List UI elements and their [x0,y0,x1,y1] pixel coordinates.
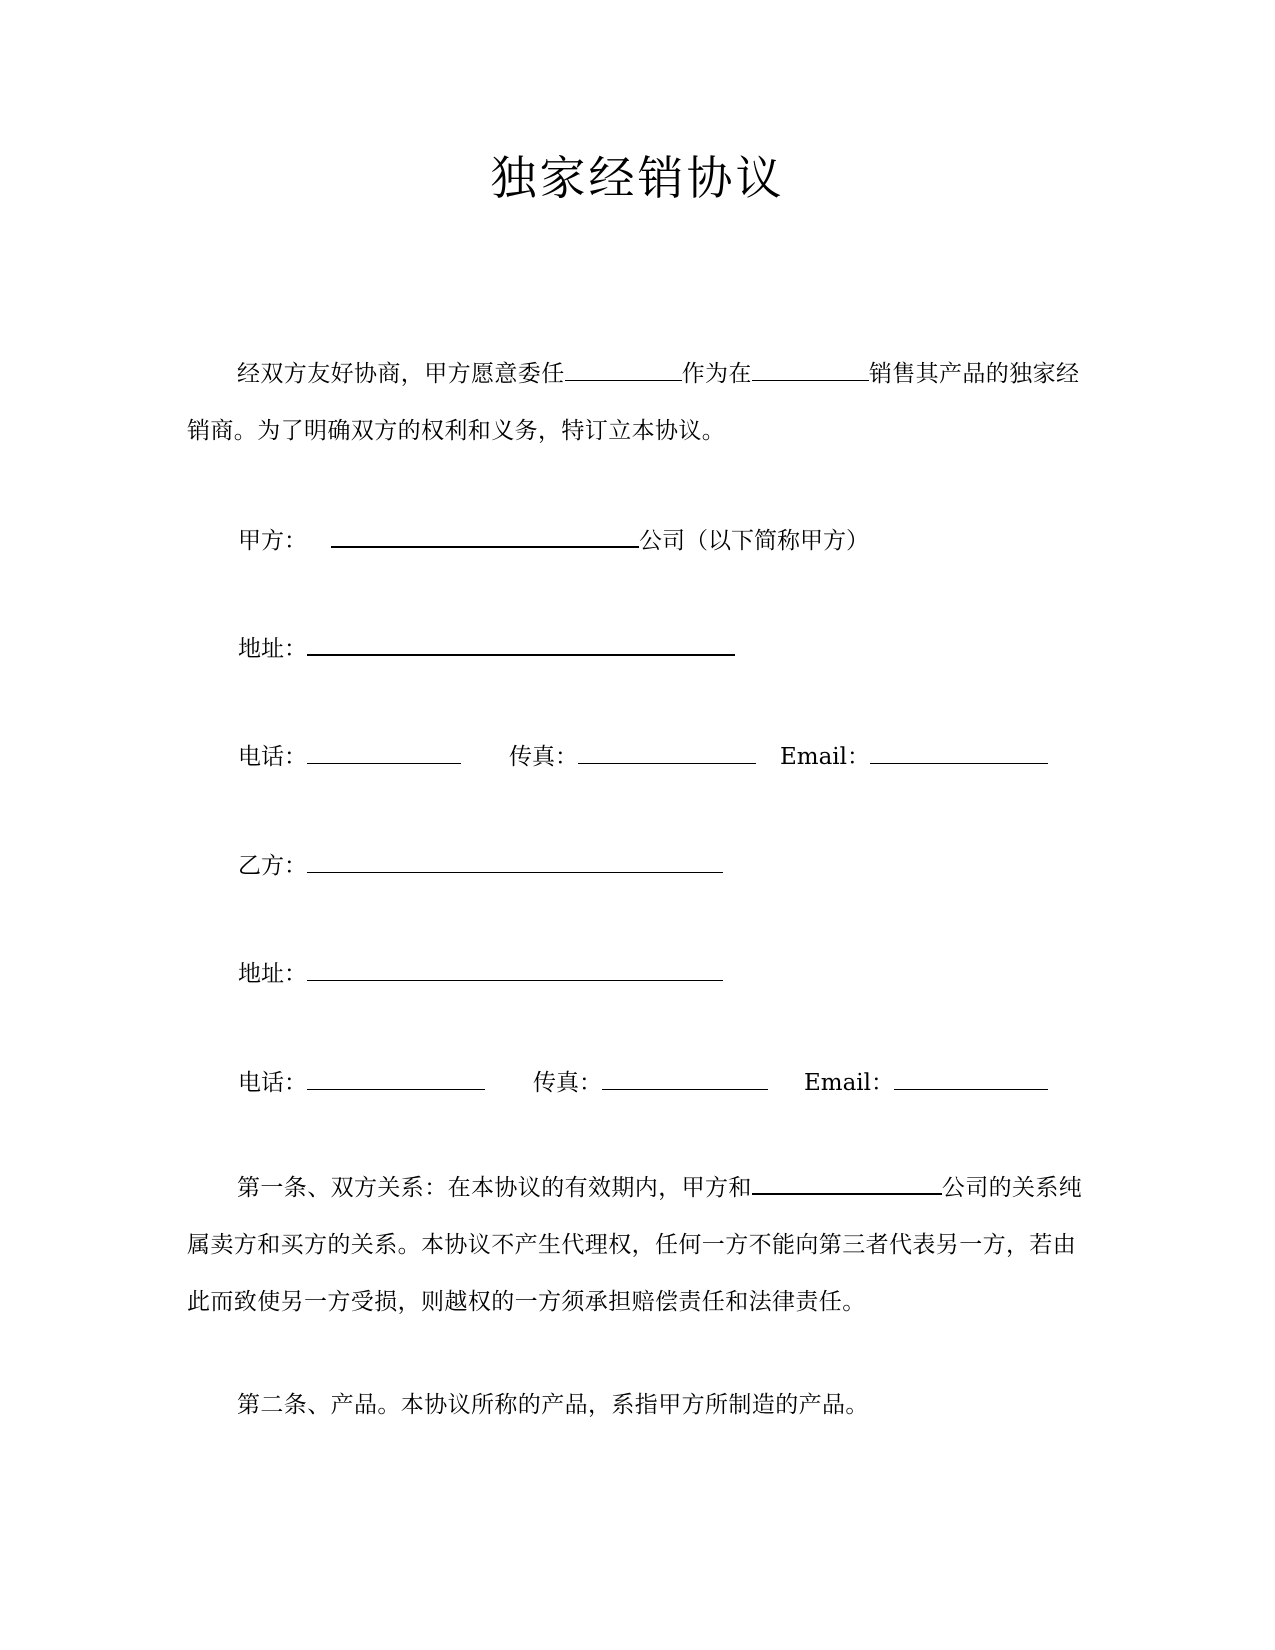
party-b-phone-blank[interactable] [307,1067,485,1090]
article-1-text-2: 公司的关系纯属卖方和买方的关系。本协议不产生代理权，任何一方不能向第三者代表另一方，若由此而致使另一方受损，则越权的一方须承担赔偿责任和法律责任。 [187,1175,1083,1315]
intro-paragraph [187,346,1087,460]
party-b-address-line [238,958,723,989]
article-2-text: 第二条、产品。本协议所称的产品，系指甲方所制造的产品。 [237,1392,869,1418]
party-a-phone-blank[interactable] [307,741,461,764]
party-a-fax-blank[interactable] [578,741,756,764]
party-a-email-label: Email： [780,744,871,770]
party-a-phone-label: 电话： [238,744,307,770]
party-b-email-label: Email： [804,1070,895,1096]
article-2-paragraph [187,1377,1087,1434]
article-1-text-1: 第一条、双方关系：在本协议的有效期内，甲方和 [237,1175,752,1201]
party-b-line [238,850,723,881]
party-b-contact-line [238,1067,1048,1098]
party-b-address-blank[interactable] [307,958,723,981]
party-a-suffix: 公司（以下简称甲方） [639,528,869,554]
party-b-label: 乙方： [238,853,307,879]
region-blank[interactable] [752,358,869,381]
article-1-paragraph [187,1160,1087,1331]
intro-text-4: 家经销商。为了明确双方的权利和义务，特订立本协议。 [187,361,1080,444]
distributor-blank[interactable] [565,358,682,381]
document-title: 独家经销协议 [490,151,785,205]
party-a-address-line [238,632,735,664]
party-a-address-blank[interactable] [307,632,735,656]
party-a-fax-label: 传真： [509,744,578,770]
party-a-name-blank[interactable] [331,524,639,548]
article-1-company-blank[interactable] [752,1171,942,1195]
party-b-phone-label: 电话： [238,1070,307,1096]
intro-text-2: 作为在 [681,361,752,387]
party-b-fax-label: 传真： [533,1070,602,1096]
party-b-name-blank[interactable] [307,850,723,873]
party-a-contact-line [238,741,1048,772]
party-b-address-label: 地址： [238,961,307,987]
party-a-email-blank[interactable] [870,741,1048,764]
intro-text-3: 销售其产品的独 [868,361,1033,387]
party-b-fax-blank[interactable] [602,1067,768,1090]
party-a-line [238,524,869,556]
party-a-label: 甲方： [238,528,307,554]
party-a-address-label: 地址： [238,636,307,662]
party-b-email-blank[interactable] [894,1067,1048,1090]
intro-text-1: 经双方友好协商，甲方愿意委任 [237,361,565,387]
